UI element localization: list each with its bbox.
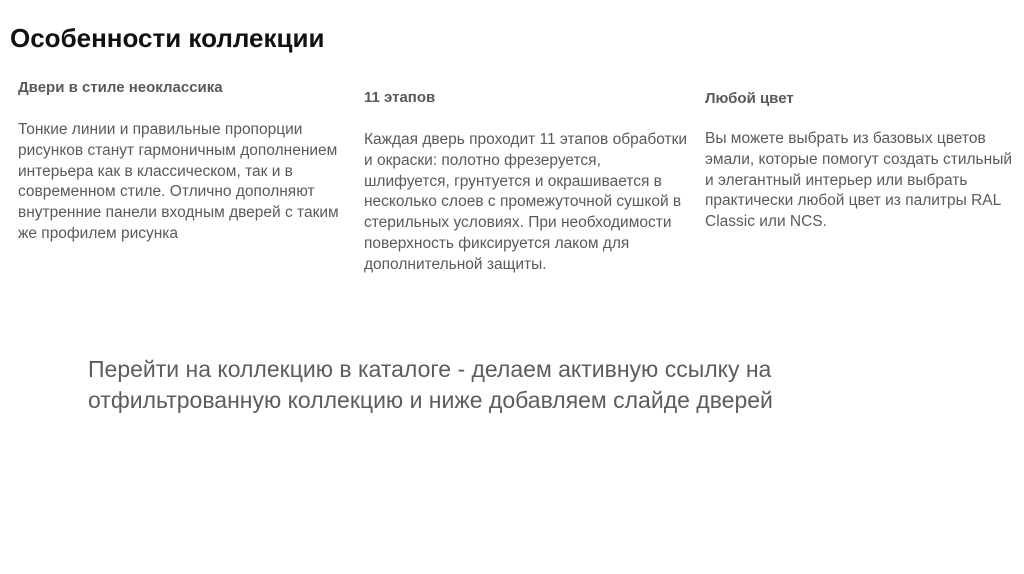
feature-text: Каждая дверь проходит 11 этапов обработки и окраски: полотно фрезеруется, шлифуется, грунтуется и окрашивается в несколько слоев с промежуточной сушкой в стерильных условиях. При необходимости поверхность фиксируется лаком для дополнительной защиты.	[364, 131, 688, 273]
feature-any-color	[705, 89, 1020, 233]
feature-title: Двери в стиле неоклассика	[18, 79, 223, 96]
feature-neoclassic	[18, 78, 343, 245]
page-title: Особенности коллекции	[10, 23, 325, 53]
feature-title: 11 этапов	[364, 89, 436, 106]
feature-text: Тонкие линии и правильные пропорции рисунков станут гармоничным дополнением интерьера как в классическом, так и в современном стиле. Отлично дополняют внутренние панели входным дверей с таким же профилем рисунка	[18, 121, 339, 242]
feature-11-stages	[364, 88, 689, 276]
feature-text: Вы можете выбрать из базовых цветов эмали, которые помогут создать стильный и элегантный интерьер или выбрать практически любой цвет из палитры RAL Classic или NCS.	[705, 130, 1012, 231]
feature-title: Любой цвет	[705, 90, 794, 107]
catalog-link-note: Перейти на коллекцию в каталоге - делаем активную ссылку на отфильтрованную коллекцию и ниже добавляем слайде дверей	[88, 356, 773, 413]
